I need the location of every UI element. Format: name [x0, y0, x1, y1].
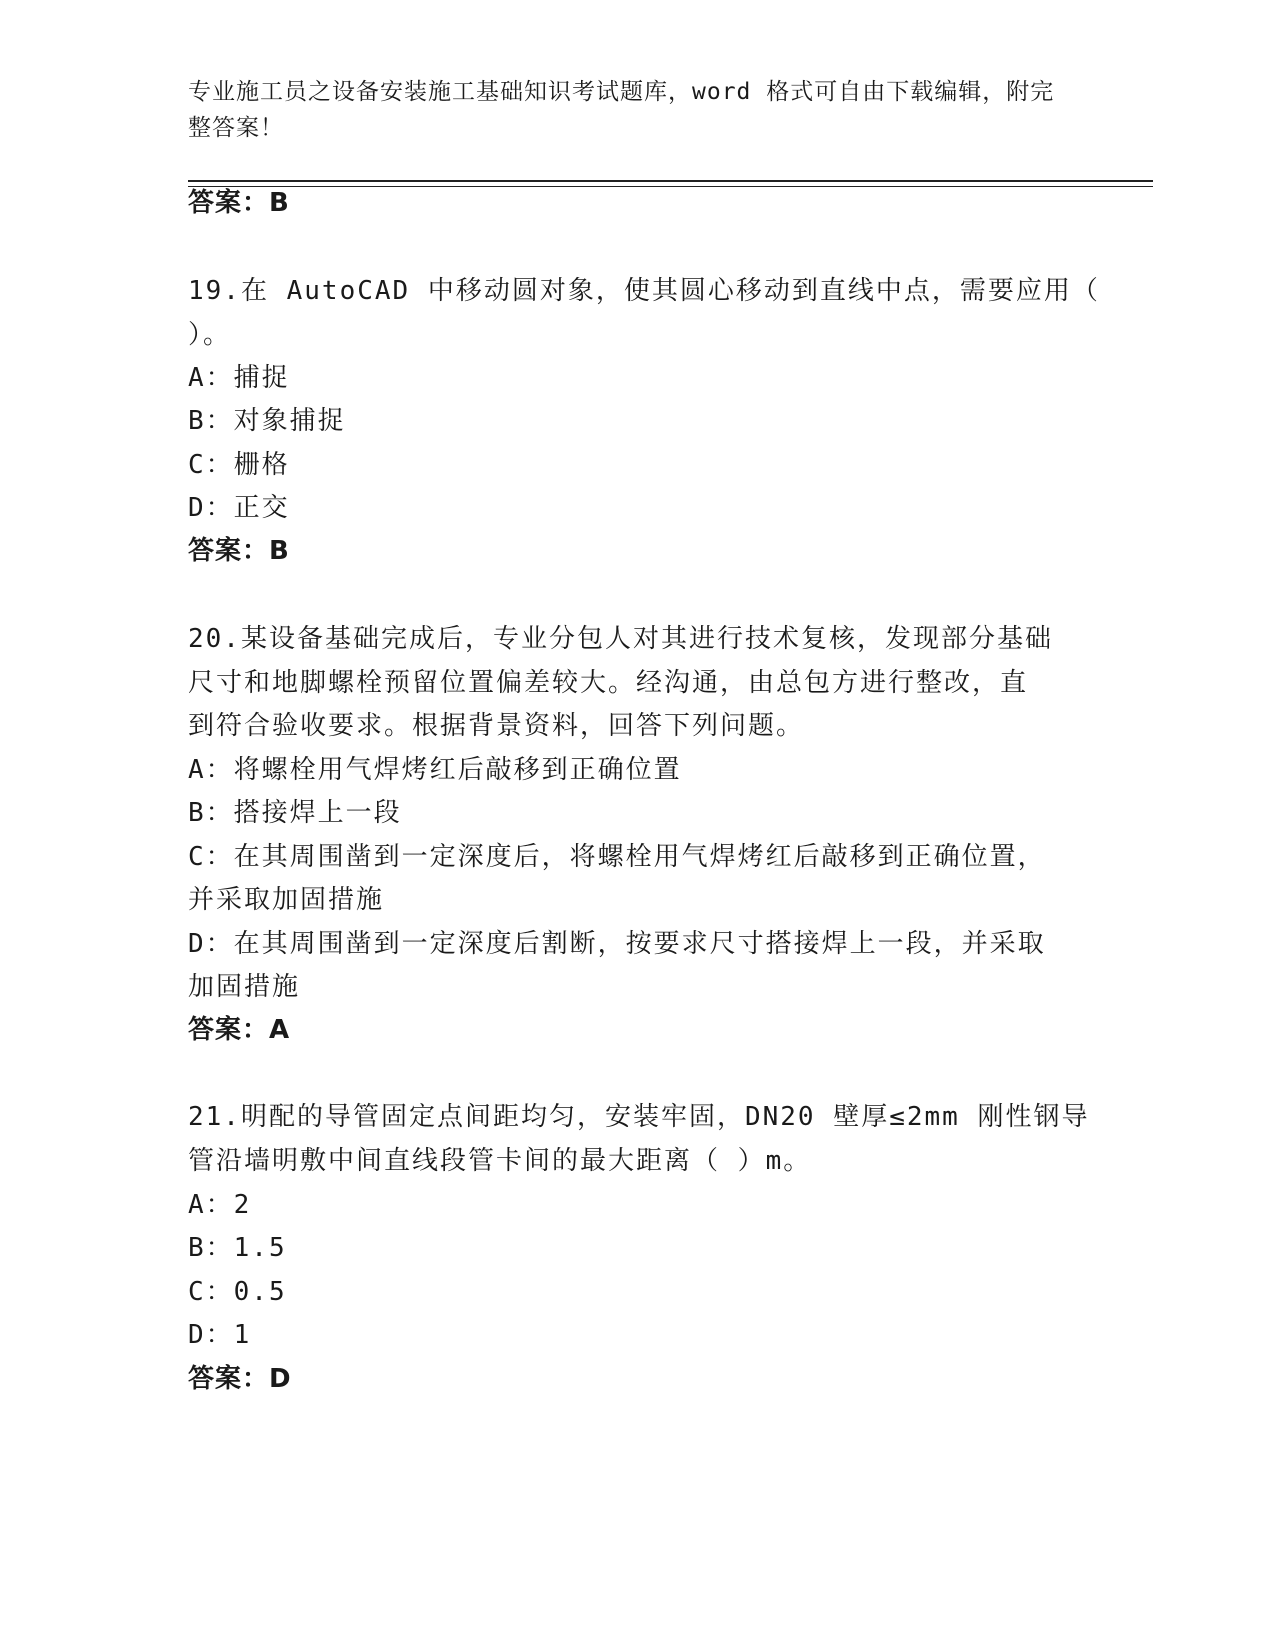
header-divider-thick — [188, 180, 1153, 182]
question-21-stem-line-2: 管沿墙明敷中间直线段管卡间的最大距离（ ）m。 — [188, 1146, 812, 1176]
question-21-option-a: A：2 — [188, 1190, 252, 1220]
question-21-stem-line-1: 21.明配的导管固定点间距均匀，安装牢固，DN20 壁厚≤2mm 刚性钢导 — [188, 1102, 1090, 1132]
question-19-option-c: C：栅格 — [188, 450, 290, 480]
header-line-1: 专业施工员之设备安装施工基础知识考试题库，word 格式可自由下载编辑，附完 — [188, 79, 1055, 105]
question-20-stem-line-1: 20.某设备基础完成后，专业分包人对其进行技术复核，发现部分基础 — [188, 624, 1053, 654]
question-21-answer: 答案：D — [188, 1364, 292, 1394]
question-21-option-b: B：1.5 — [188, 1233, 287, 1263]
question-20-option-c-line-2: 并采取加固措施 — [188, 885, 385, 915]
question-20-answer: 答案：A — [188, 1015, 291, 1045]
question-19-option-d: D：正交 — [188, 493, 290, 523]
question-19-option-b: B：对象捕捉 — [188, 406, 346, 436]
question-19-answer: 答案：B — [188, 536, 290, 566]
question-20-option-c-line-1: C：在其周围凿到一定深度后，将螺栓用气焊烤红后敲移到正确位置， — [188, 842, 1046, 872]
question-20-option-d-line-1: D：在其周围凿到一定深度后割断，按要求尺寸搭接焊上一段，并采取 — [188, 929, 1046, 959]
question-19-stem-line-2: ）。 — [188, 320, 232, 350]
question-19-option-a: A：捕捉 — [188, 363, 290, 393]
question-21-option-c: C：0.5 — [188, 1277, 287, 1307]
question-20-option-d-line-2: 加固措施 — [188, 972, 301, 1002]
question-19-stem-line-1: 19.在 AutoCAD 中移动圆对象，使其圆心移动到直线中点，需要应用（ — [188, 276, 1100, 306]
header-divider-thin — [188, 186, 1153, 187]
question-20-option-a: A：将螺栓用气焊烤红后敲移到正确位置 — [188, 755, 682, 785]
question-20-stem-line-2: 尺寸和地脚螺栓预留位置偏差较大。经沟通，由总包方进行整改，直 — [188, 668, 1029, 698]
document-header — [188, 74, 1088, 146]
question-20-stem-line-3: 到符合验收要求。根据背景资料，回答下列问题。 — [188, 711, 805, 741]
question-21-option-d: D：1 — [188, 1320, 252, 1350]
answer-q18: 答案：B — [188, 188, 290, 218]
question-20-option-b: B：搭接焊上一段 — [188, 798, 402, 828]
header-line-2: 整答案！ — [188, 115, 284, 141]
